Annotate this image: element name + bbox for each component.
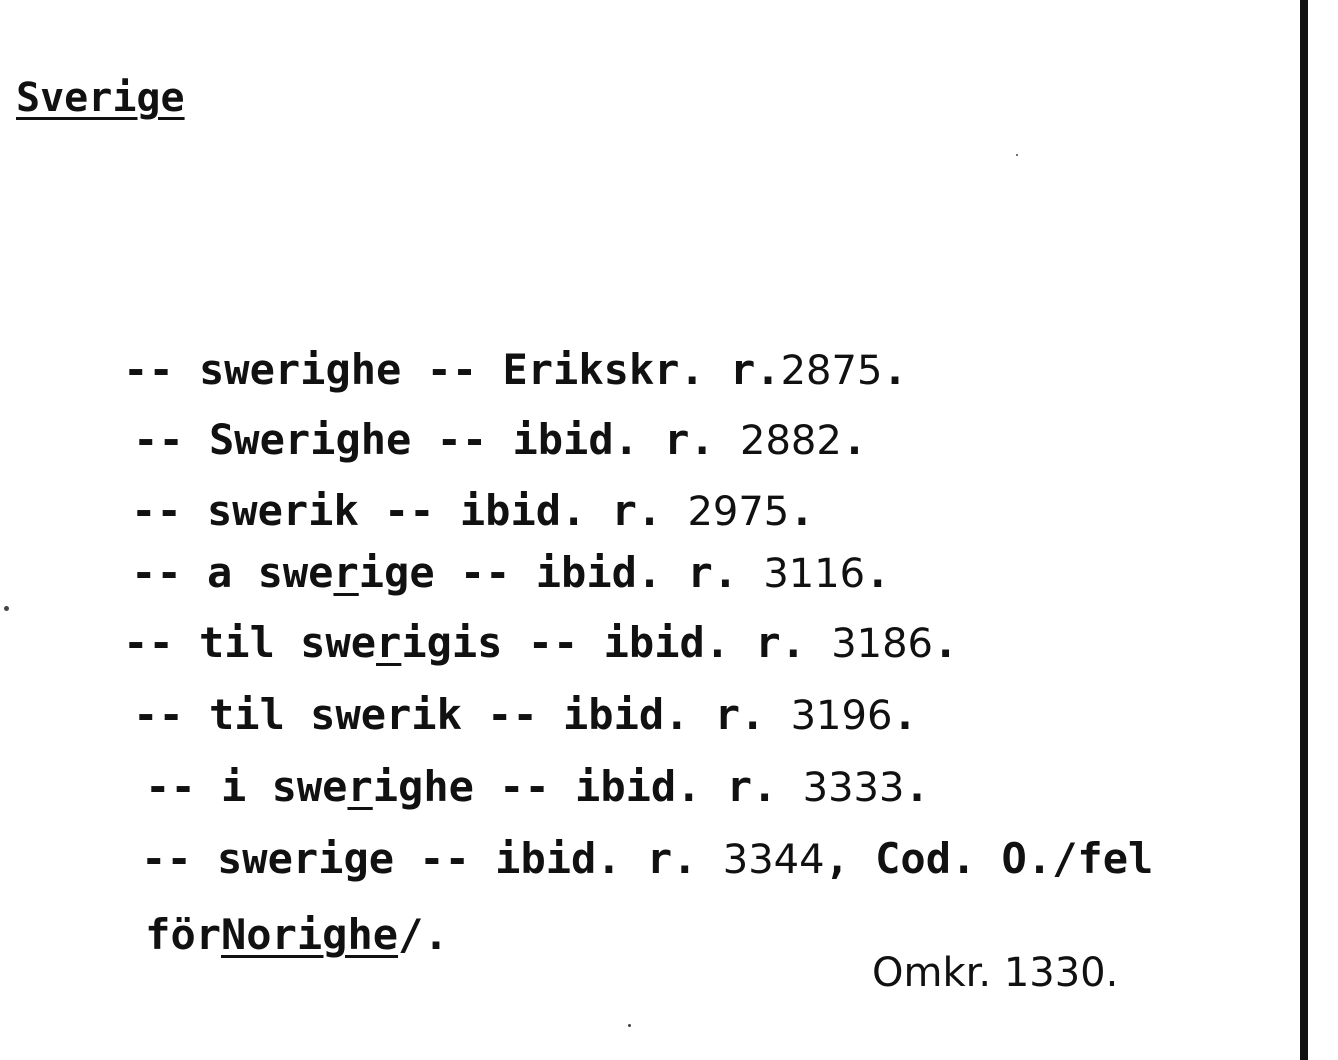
card-heading: Sverige — [16, 75, 185, 121]
entry-text: -- sweri — [123, 345, 326, 394]
entry-reference-number: 2882 — [740, 418, 842, 464]
entry-underlined-letter: r — [376, 618, 402, 667]
entry-text: -- i swe — [145, 762, 348, 811]
entry-reference-number: 3333 — [802, 765, 905, 811]
entry-text-rest: ghe -- Erikskr. r. — [325, 345, 781, 394]
entry-reference-number: 3116 — [763, 551, 866, 597]
entry-underlined-letter: r — [333, 548, 359, 597]
entry-reference-number: 3344 — [722, 837, 825, 883]
entry-ending: . — [865, 548, 891, 597]
entry-ending: . — [789, 486, 815, 535]
tail-suffix: /. — [398, 910, 449, 959]
entry-ending: . — [882, 345, 908, 394]
tail-prefix: för — [145, 910, 222, 959]
tail-underlined-word: Norighe — [221, 910, 399, 959]
entry-ending: . — [904, 762, 930, 811]
entry-text: -- til swerik -- ibid. r. — [133, 690, 791, 739]
entry-text: -- Sweri — [133, 415, 336, 464]
entry-ending: . — [892, 690, 918, 739]
entry-text-rest: ighe -- ibid. r. — [372, 762, 803, 811]
scan-speck — [4, 606, 9, 611]
scan-speck — [1016, 154, 1018, 156]
entry-reference-number: 3186 — [831, 621, 933, 667]
entry-reference-number: 3196 — [790, 693, 893, 739]
entry-text: -- swerige -- ibid. r. — [141, 834, 723, 883]
entry-ending: , Cod. O./fel — [824, 834, 1154, 883]
entry-text: -- swerik -- ibid. r. — [131, 486, 688, 535]
entry-text: -- til swe — [123, 618, 377, 667]
entry-reference-number: 2875 — [780, 348, 883, 394]
entry-text: -- a swe — [131, 548, 334, 597]
entry-ending: . — [933, 618, 959, 667]
entry-text-rest: ghe -- ibid. r. — [335, 415, 741, 464]
entry-text-rest: igis -- ibid. r. — [401, 618, 832, 667]
scan-speck — [628, 1024, 631, 1027]
entry-underlined-letter: r — [347, 762, 373, 811]
entry-ending: . — [841, 415, 868, 464]
entry-text-rest: ige -- ibid. r. — [358, 548, 764, 597]
card-dateline: Omkr. 1330. — [872, 950, 1119, 996]
entry-continuation — [44, 860, 449, 1010]
card-edge-line — [1300, 0, 1308, 1060]
entry-reference-number: 2975 — [687, 489, 790, 535]
